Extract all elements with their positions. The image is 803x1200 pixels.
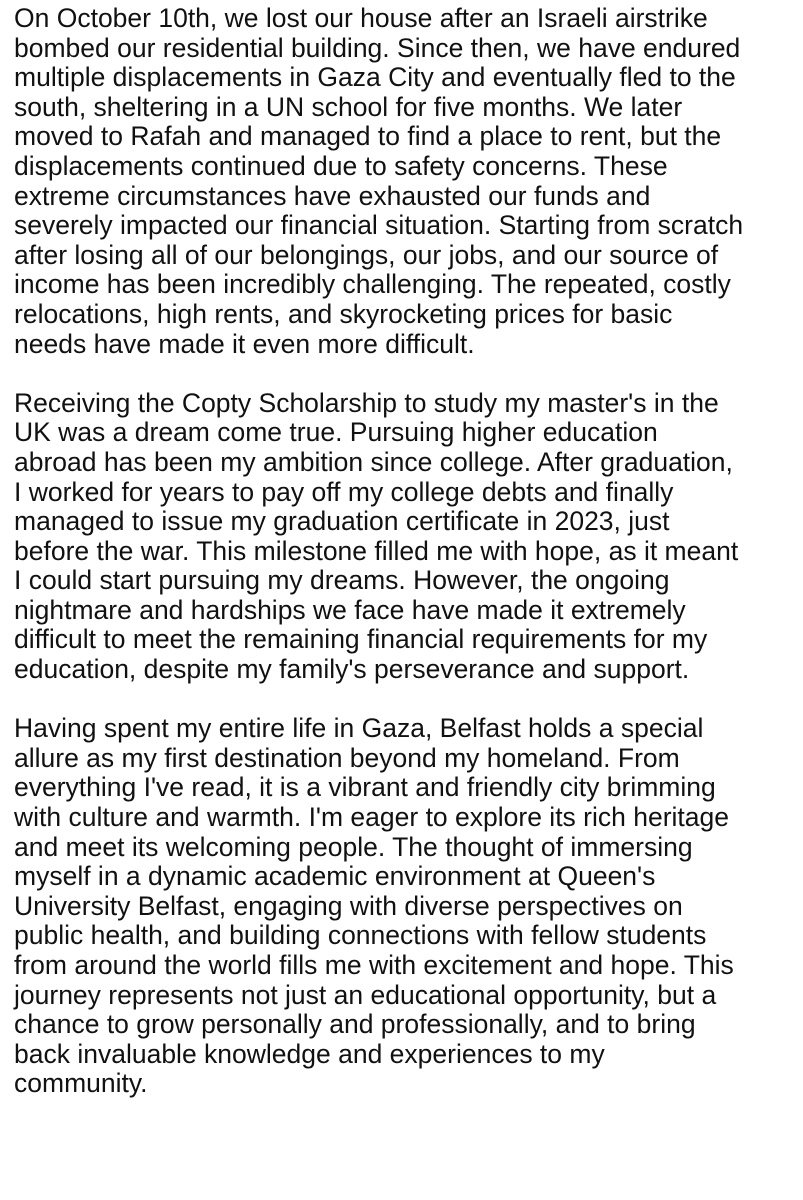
- text-line: Receiving the Copty Scholarship to study my master's in the: [14, 387, 719, 418]
- text-line: displacements continued due to safety concerns. These: [14, 150, 668, 181]
- text-line: income has been incredibly challenging. The repeated, costly: [14, 269, 731, 300]
- text-line: Having spent my entire life in Gaza, Belfast holds a special: [14, 713, 704, 744]
- text-line: myself in a dynamic academic environment at Queen's: [14, 861, 656, 892]
- text-line: before the war. This milestone filled me with hope, as it meant: [14, 535, 739, 566]
- text-line: south, sheltering in a UN school for five months. We later: [14, 91, 683, 122]
- text-line: from around the world fills me with excitement and hope. This: [14, 950, 734, 980]
- text-line: multiple displacements in Gaza City and eventually fled to the: [14, 62, 736, 93]
- text-line: I could start pursuing my dreams. However, the ongoing: [14, 565, 670, 596]
- text-line: UK was a dream come true. Pursuing higher education: [14, 417, 658, 448]
- text-line: with culture and warmth. I'm eager to explore its rich heritage: [14, 802, 729, 833]
- text-line: chance to grow personally and professionally, and to bring: [14, 1009, 696, 1040]
- text-line: after losing all of our belongings, our jobs, and our source of: [14, 239, 719, 270]
- text-line: abroad has been my ambition since college. After graduation,: [14, 446, 733, 477]
- document-body: [14, 4, 794, 1129]
- text-line: public health, and building connections with fellow students: [14, 920, 707, 951]
- paragraph-displacement: [14, 4, 794, 359]
- text-line: needs have made it even more difficult.: [14, 328, 475, 359]
- text-line: relocations, high rents, and skyrocketing prices for basic: [14, 298, 673, 329]
- paragraph-scholarship: [14, 389, 794, 685]
- text-line: moved to Rafah and managed to find a place to rent, but the: [14, 121, 722, 152]
- text-line: nightmare and hardships we face have made it extremely: [14, 594, 686, 625]
- text-line: bombed our residential building. Since then, we have endured: [14, 32, 741, 63]
- text-line: On October 10th, we lost our house after an Israeli airstrike: [14, 3, 708, 33]
- text-line: and meet its welcoming people. The thought of immersing: [14, 831, 693, 862]
- text-line: everything I've read, it is a vibrant and friendly city brimming: [14, 772, 716, 803]
- text-line: severely impacted our financial situation. Starting from scratch: [14, 210, 744, 241]
- text-line: I worked for years to pay off my college debts and finally: [14, 476, 674, 507]
- text-line: difficult to meet the remaining financial requirements for my: [14, 624, 708, 655]
- text-line: University Belfast, engaging with diverse perspectives on: [14, 890, 683, 921]
- text-line: extreme circumstances have exhausted our funds and: [14, 180, 651, 211]
- text-line: journey represents not just an educational opportunity, but a: [14, 979, 717, 1010]
- text-line: allure as my first destination beyond my homeland. From: [14, 742, 680, 773]
- text-line: back invaluable knowledge and experiences to my: [14, 1038, 605, 1069]
- paragraph-belfast: [14, 714, 794, 1099]
- text-line: community.: [14, 1068, 148, 1099]
- text-line: managed to issue my graduation certificate in 2023, just: [14, 506, 670, 537]
- text-line: education, despite my family's perseverance and support.: [14, 654, 690, 685]
